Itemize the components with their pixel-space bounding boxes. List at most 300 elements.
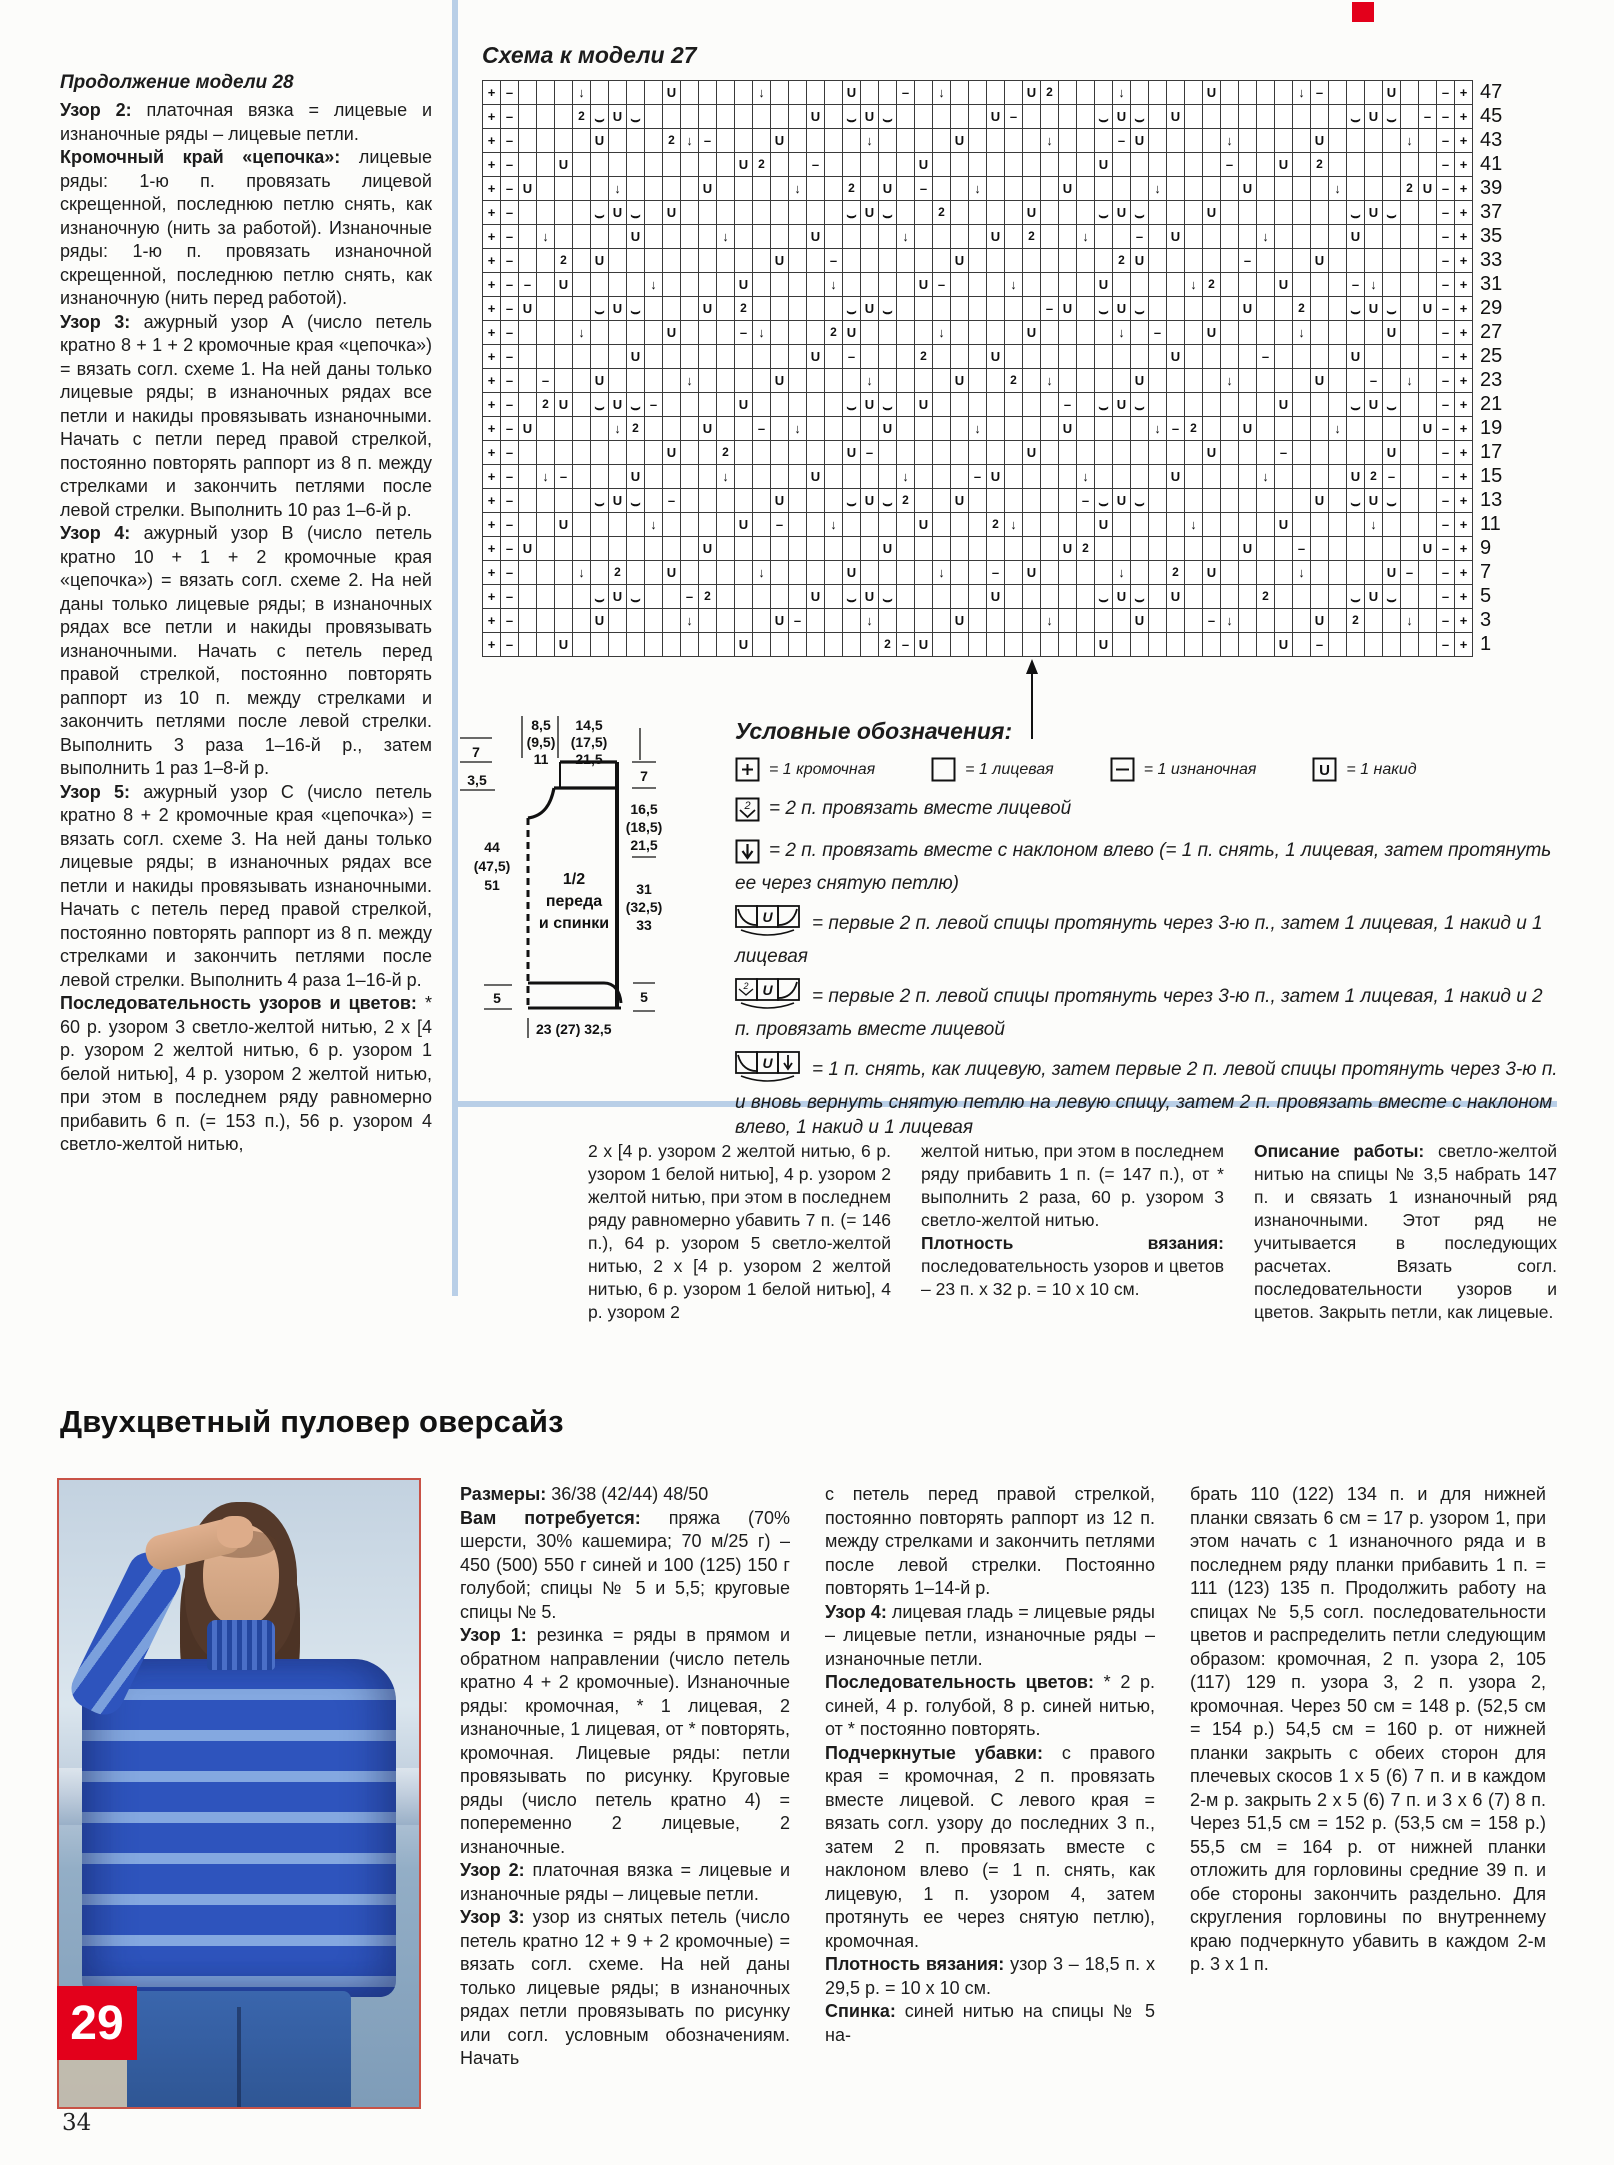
chart-cell: [969, 345, 987, 369]
chart-cell: [1149, 465, 1167, 489]
legend-item: [931, 757, 1054, 787]
measure-hem-right: 5: [640, 989, 648, 1005]
chart-cell: [1419, 393, 1437, 417]
chart-cell: ↓: [645, 273, 663, 297]
chart-cell: [1239, 489, 1257, 513]
chart-cell: [879, 81, 897, 105]
legend: [735, 718, 1563, 1140]
chart-cell: [1185, 129, 1203, 153]
chart-cell: [951, 417, 969, 441]
chart-cell: [987, 393, 1005, 417]
chart-cell: –: [969, 465, 987, 489]
chart-cell: [1401, 273, 1419, 297]
chart-cell: +: [483, 273, 501, 297]
chart-cell: ↓: [1113, 561, 1131, 585]
chart-cell: U: [1113, 585, 1131, 609]
chart-cell: U: [1347, 465, 1365, 489]
chart-cell: [915, 225, 933, 249]
chart-cell: [753, 513, 771, 537]
chart-cell: [1347, 633, 1365, 657]
chart-cell: ↓: [1401, 609, 1419, 633]
chart-cell: [789, 561, 807, 585]
chart-cell: U: [1311, 249, 1329, 273]
chart-cell: U: [843, 561, 861, 585]
chart-cell: U: [663, 441, 681, 465]
chart-cell: ⌣: [627, 201, 645, 225]
chart-cell: [1257, 273, 1275, 297]
chart-cell: ⌣: [1095, 489, 1113, 513]
chart-cell: +: [483, 225, 501, 249]
chart-cell: [1041, 225, 1059, 249]
chart-cell: U: [1419, 177, 1437, 201]
chart-cell: [1365, 81, 1383, 105]
chart-cell: [519, 441, 537, 465]
chart-cell: U: [771, 609, 789, 633]
chart-cell: [1401, 489, 1419, 513]
chart-cell: [1347, 417, 1365, 441]
legend-item-label: = 1 изнаночная: [1143, 761, 1257, 778]
chart-cell: [969, 321, 987, 345]
chart-cell: [1329, 273, 1347, 297]
chart-cell: [1005, 609, 1023, 633]
chart-cell: [627, 249, 645, 273]
chart-cell: ⌣: [1347, 201, 1365, 225]
chart-cell: +: [1455, 633, 1473, 657]
chart-cell: [879, 345, 897, 369]
svg-text:21,5: 21,5: [630, 837, 658, 853]
chart-cell: [1113, 513, 1131, 537]
chart-cell: [1167, 153, 1185, 177]
chart-cell: [879, 225, 897, 249]
chart-cell: [1329, 393, 1347, 417]
chart-cell: [1257, 177, 1275, 201]
chart-cell: U: [987, 465, 1005, 489]
chart-cell: [753, 465, 771, 489]
chart-cell: ↓: [1401, 369, 1419, 393]
chart-cell: [1401, 81, 1419, 105]
chart-cell: [1383, 225, 1401, 249]
chart-cell: [519, 225, 537, 249]
chart-cell: [681, 393, 699, 417]
schematic-caption: 1/2: [562, 871, 586, 888]
chart-cell: [1167, 369, 1185, 393]
chart-cell: [789, 369, 807, 393]
chart-cell: [915, 441, 933, 465]
chart-cell: [825, 561, 843, 585]
chart-cell: [1221, 105, 1239, 129]
paragraph-lead: Последовательность цветов:: [825, 1672, 1104, 1692]
chart-cell: ⌣: [1095, 585, 1113, 609]
skp-icon: [735, 839, 760, 871]
paragraph-lead: Спинка:: [825, 2001, 905, 2021]
chart-cell: U: [555, 153, 573, 177]
chart-cell: [663, 513, 681, 537]
chart-row-number: 43: [1480, 129, 1503, 151]
paragraph-lead: Узор 3:: [460, 1907, 533, 1927]
chart-cell: [1095, 81, 1113, 105]
chart-cell: [1113, 633, 1131, 657]
chart-cell: [879, 369, 897, 393]
chart-cell: ⌣: [1383, 201, 1401, 225]
chart-cell: U: [735, 153, 753, 177]
chart-cell: [969, 585, 987, 609]
chart-cell: [681, 105, 699, 129]
chart-cell: [519, 609, 537, 633]
chart-cell: [555, 129, 573, 153]
chart-cell: [1275, 129, 1293, 153]
chart-cell: U: [1203, 201, 1221, 225]
chart-cell: [519, 585, 537, 609]
chart-cell: U: [1365, 393, 1383, 417]
chart-cell: [933, 441, 951, 465]
chart-cell: [1131, 345, 1149, 369]
chart-cell: [753, 489, 771, 513]
chart-cell: [789, 441, 807, 465]
chart-cell: –: [1437, 489, 1455, 513]
chart-cell: [735, 129, 753, 153]
chart-cell: [555, 561, 573, 585]
chart-cell: [645, 249, 663, 273]
chart-cell: [555, 609, 573, 633]
chart-cell: [1077, 369, 1095, 393]
chart-cell: [1041, 249, 1059, 273]
chart-row-number: 19: [1480, 417, 1503, 439]
chart-cell: [1113, 225, 1131, 249]
paragraph: Узор 3: узор из снятых петель (число петель кратно 12 + 9 + 2 кромочные) = вязать согл. схеме. На ней даны только лицевые ряды; в изнаночных рядах петли провязывать по рисунку или согл. условным обозначениям. Начать: [460, 1907, 790, 2068]
chart-cell: [861, 633, 879, 657]
chart-cell: [771, 297, 789, 321]
chart-cell: [1005, 393, 1023, 417]
chart-cell: [1077, 393, 1095, 417]
chart-cell: [1005, 585, 1023, 609]
chart-cell: [1293, 153, 1311, 177]
chart-cell: [1401, 417, 1419, 441]
chart-cell: [1221, 537, 1239, 561]
slip3-yo-icon: [735, 905, 803, 944]
chart-cell: ↓: [1257, 465, 1275, 489]
chart-cell: [951, 585, 969, 609]
chart-cell: ↓: [1329, 177, 1347, 201]
chart-cell: +: [1455, 201, 1473, 225]
chart-cell: –: [501, 537, 519, 561]
chart-cell: [627, 609, 645, 633]
chart-cell: U: [663, 201, 681, 225]
chart-row-number: 23: [1480, 369, 1503, 391]
chart-cell: ↓: [609, 177, 627, 201]
chart-cell: [627, 81, 645, 105]
paragraph: брать 110 (122) 134 п. и для нижней планки связать 6 см = 17 р. узором 1, при этом начать с 1 изнаночного ряда и в последнем ряду планки прибавить 1 п. = 111 (123) 135 п. Продолжить работу на спицах № 5,5 согл. последовательности цветов и распределить петли следующим образом: кромочная, 2 п. узора 2, 105 (117) 129 п. узора 3, 2 п. узора 2, кромочная. Через 50 см = 148 р. (52,5 см = 154 р.) 54,5 см = 160 р. от нижней планки закрыть с обеих сторон для плечевых скосов 1 х 5 (6) 7 п. и в каждом 2-м р. закрыть 2 х 5 (6) 7 п. и 3 х 6 (7) 8 п. Через 51,5 см = 152 р. (53,5 см = 158 р.) 55,5 см = 164 р. от нижней планки отложить для горловины средние 39 п. и обе стороны закончить раздельно. Для скругления горловины по внутреннему краю подчеркнуто убавить в каждом 2-м р. 3 х 1 п.: [1190, 1484, 1546, 1974]
chart-cell: U: [1383, 441, 1401, 465]
measure-hem-left: 5: [493, 990, 501, 1006]
chart-cell: [897, 321, 915, 345]
chart-cell: [519, 393, 537, 417]
chart-cell: U: [879, 537, 897, 561]
chart-cell: [1275, 105, 1293, 129]
chart-cell: [573, 273, 591, 297]
chart-cell: [1077, 201, 1095, 225]
chart-cell: [843, 153, 861, 177]
chart-cell: [969, 441, 987, 465]
chart-cell: 2: [1401, 177, 1419, 201]
chart-cell: [1383, 153, 1401, 177]
chart-cell: ↓: [573, 561, 591, 585]
chart-cell: [645, 489, 663, 513]
chart-cell: +: [1455, 297, 1473, 321]
chart-cell: [1113, 177, 1131, 201]
chart-cell: [807, 81, 825, 105]
chart-cell: [915, 321, 933, 345]
chart-cell: [1095, 609, 1113, 633]
chart-cell: [1059, 369, 1077, 393]
chart-cell: [1365, 609, 1383, 633]
chart-cell: [1023, 177, 1041, 201]
chart-cell: +: [483, 465, 501, 489]
chart-cell: [663, 345, 681, 369]
chart-row-number: 35: [1480, 225, 1503, 247]
chart-cell: ⌣: [843, 585, 861, 609]
chart-cell: [771, 177, 789, 201]
chart-cell: [1365, 345, 1383, 369]
chart-cell: U: [1095, 273, 1113, 297]
chart-cell: [1239, 153, 1257, 177]
chart-cell: [591, 417, 609, 441]
chart-cell: [1005, 153, 1023, 177]
chart-cell: [1347, 537, 1365, 561]
chart-cell: ↓: [897, 225, 915, 249]
svg-text:21,5: 21,5: [575, 751, 603, 767]
chart-cell: U: [1275, 273, 1293, 297]
chart-cell: U: [1167, 105, 1185, 129]
chart-cell: [1203, 345, 1221, 369]
chart-cell: [663, 417, 681, 441]
chart-cell: [825, 201, 843, 225]
chart-cell: –: [501, 369, 519, 393]
chart-cell: [1401, 345, 1419, 369]
chart-cell: [1239, 81, 1257, 105]
chart-cell: [825, 177, 843, 201]
chart-cell: [1131, 321, 1149, 345]
chart-cell: +: [483, 81, 501, 105]
chart-cell: –: [501, 633, 519, 657]
chart-cell: [1257, 537, 1275, 561]
measure-right-collar: 7: [640, 768, 648, 784]
chart-cell: U: [861, 105, 879, 129]
chart-cell: ↓: [1113, 81, 1131, 105]
chart-cell: ⌣: [591, 393, 609, 417]
chart-cell: [771, 585, 789, 609]
chart-cell: [591, 153, 609, 177]
chart-row-number: 47: [1480, 81, 1503, 103]
chart-cell: –: [501, 129, 519, 153]
k2tog-icon: [735, 797, 760, 829]
chart-cell: [1311, 513, 1329, 537]
chart-cell: [1167, 297, 1185, 321]
chart-cell: [519, 633, 537, 657]
chart-cell: [573, 345, 591, 369]
chart-cell: [1419, 129, 1437, 153]
chart-cell: [1149, 297, 1167, 321]
chart-cell: –: [933, 273, 951, 297]
chart-cell: [1275, 465, 1293, 489]
chart-cell: +: [483, 297, 501, 321]
chart-cell: 2: [1293, 297, 1311, 321]
chart-cell: [1365, 633, 1383, 657]
chart-cell: U: [555, 513, 573, 537]
chart-cell: U: [861, 489, 879, 513]
chart-cell: U: [699, 537, 717, 561]
chart-cell: [1185, 465, 1203, 489]
chart-cell: ↓: [573, 321, 591, 345]
chart-cell: [1203, 153, 1221, 177]
chart-cell: [627, 633, 645, 657]
pullover-column-3: [1190, 1483, 1546, 1977]
chart-cell: ↓: [537, 465, 555, 489]
chart-cell: –: [501, 249, 519, 273]
chart-cell: [1113, 609, 1131, 633]
chart-cell: [1131, 81, 1149, 105]
chart-cell: ↓: [1221, 609, 1239, 633]
model28-title: Продолжение модели 28: [60, 72, 294, 93]
chart-cell: [915, 297, 933, 321]
chart-cell: [1041, 153, 1059, 177]
chart-cell: [915, 585, 933, 609]
chart-cell: [951, 321, 969, 345]
chart-cell: [1041, 489, 1059, 513]
chart-cell: U: [663, 561, 681, 585]
chart-cell: [1257, 81, 1275, 105]
chart-cell: [573, 177, 591, 201]
chart-cell: [555, 369, 573, 393]
chart-cell: [681, 273, 699, 297]
paragraph: Плотность вязания: узор 3 – 18,5 п. х 29,5 р. = 10 х 10 см.: [825, 1954, 1155, 1998]
chart-cell: +: [483, 177, 501, 201]
chart-cell: [951, 513, 969, 537]
chart-cell: ↓: [897, 465, 915, 489]
chart-cell: [519, 321, 537, 345]
chart-cell: [789, 633, 807, 657]
chart-cell: [1167, 81, 1185, 105]
chart-cell: [1167, 177, 1185, 201]
chart-cell: [627, 153, 645, 177]
chart-cell: U: [915, 393, 933, 417]
chart-cell: [1131, 441, 1149, 465]
chart-cell: [825, 393, 843, 417]
chart-cell: [933, 177, 951, 201]
chart-cell: [807, 489, 825, 513]
chart-cell: [1077, 417, 1095, 441]
chart-cell: [537, 321, 555, 345]
chart-cell: –: [1437, 513, 1455, 537]
chart-cell: 2: [843, 177, 861, 201]
chart-cell: [1347, 561, 1365, 585]
chart-cell: –: [789, 609, 807, 633]
chart-cell: [537, 105, 555, 129]
chart-row-number: 29: [1480, 297, 1503, 319]
chart-cell: [1311, 105, 1329, 129]
chart-cell: [735, 537, 753, 561]
chart-cell: –: [501, 489, 519, 513]
chart-cell: [915, 81, 933, 105]
chart-cell: [573, 585, 591, 609]
chart-cell: 2: [663, 129, 681, 153]
chart-cell: [1023, 513, 1041, 537]
chart-cell: [717, 369, 735, 393]
chart-cell: [753, 297, 771, 321]
chart-cell: [1041, 393, 1059, 417]
chart-cell: [681, 465, 699, 489]
chart-cell: [807, 609, 825, 633]
chart-cell: [537, 153, 555, 177]
chart-cell: –: [915, 177, 933, 201]
chart-cell: [1329, 153, 1347, 177]
chart-cell: U: [861, 201, 879, 225]
chart-cell: [1113, 417, 1131, 441]
chart-cell: [969, 201, 987, 225]
chart-cell: [1149, 153, 1167, 177]
chart-cell: [1059, 345, 1077, 369]
chart-cell: [1077, 513, 1095, 537]
chart-cell: [1329, 129, 1347, 153]
chart-cell: [1419, 633, 1437, 657]
chart-cell: [681, 633, 699, 657]
chart-cell: [933, 345, 951, 369]
chart-cell: U: [627, 465, 645, 489]
legend-item-label: = 1 кромочная: [769, 761, 876, 778]
chart-cell: [1041, 177, 1059, 201]
chart-cell: –: [501, 465, 519, 489]
chart-cell: [1185, 609, 1203, 633]
chart-cell: [933, 489, 951, 513]
chart-cell: [789, 321, 807, 345]
chart-cell: [1185, 297, 1203, 321]
chart-cell: [897, 297, 915, 321]
legend-item: [1110, 757, 1257, 787]
chart-cell: [1023, 297, 1041, 321]
chart-cell: 2: [1347, 609, 1365, 633]
chart-cell: [969, 129, 987, 153]
chart-cell: [573, 441, 591, 465]
chart-cell: [1077, 249, 1095, 273]
chart-cell: [645, 177, 663, 201]
chart-cell: U: [1239, 537, 1257, 561]
chart-cell: [969, 249, 987, 273]
chart-cell: [1257, 297, 1275, 321]
chart-cell: [663, 153, 681, 177]
chart-cell: –: [501, 561, 519, 585]
chart-cell: [789, 537, 807, 561]
chart-cell: –: [519, 273, 537, 297]
chart-cell: 2: [573, 105, 591, 129]
chart-cell: [1329, 441, 1347, 465]
chart-cell: [699, 513, 717, 537]
chart-cell: –: [537, 369, 555, 393]
chart-cell: [1347, 369, 1365, 393]
chart-cell: [1419, 561, 1437, 585]
chart-cell: [1203, 489, 1221, 513]
chart-cell: [735, 201, 753, 225]
chart-cell: [897, 153, 915, 177]
paragraph-lead: Узор 1:: [460, 1625, 537, 1645]
chart-cell: –: [1293, 537, 1311, 561]
chart-cell: [1275, 609, 1293, 633]
chart-cell: [1023, 489, 1041, 513]
chart-cell: [933, 249, 951, 273]
chart-cell: [1401, 105, 1419, 129]
chart-cell: [843, 249, 861, 273]
chart-cell: +: [1455, 489, 1473, 513]
chart-cell: –: [1437, 369, 1455, 393]
chart-cell: [771, 81, 789, 105]
